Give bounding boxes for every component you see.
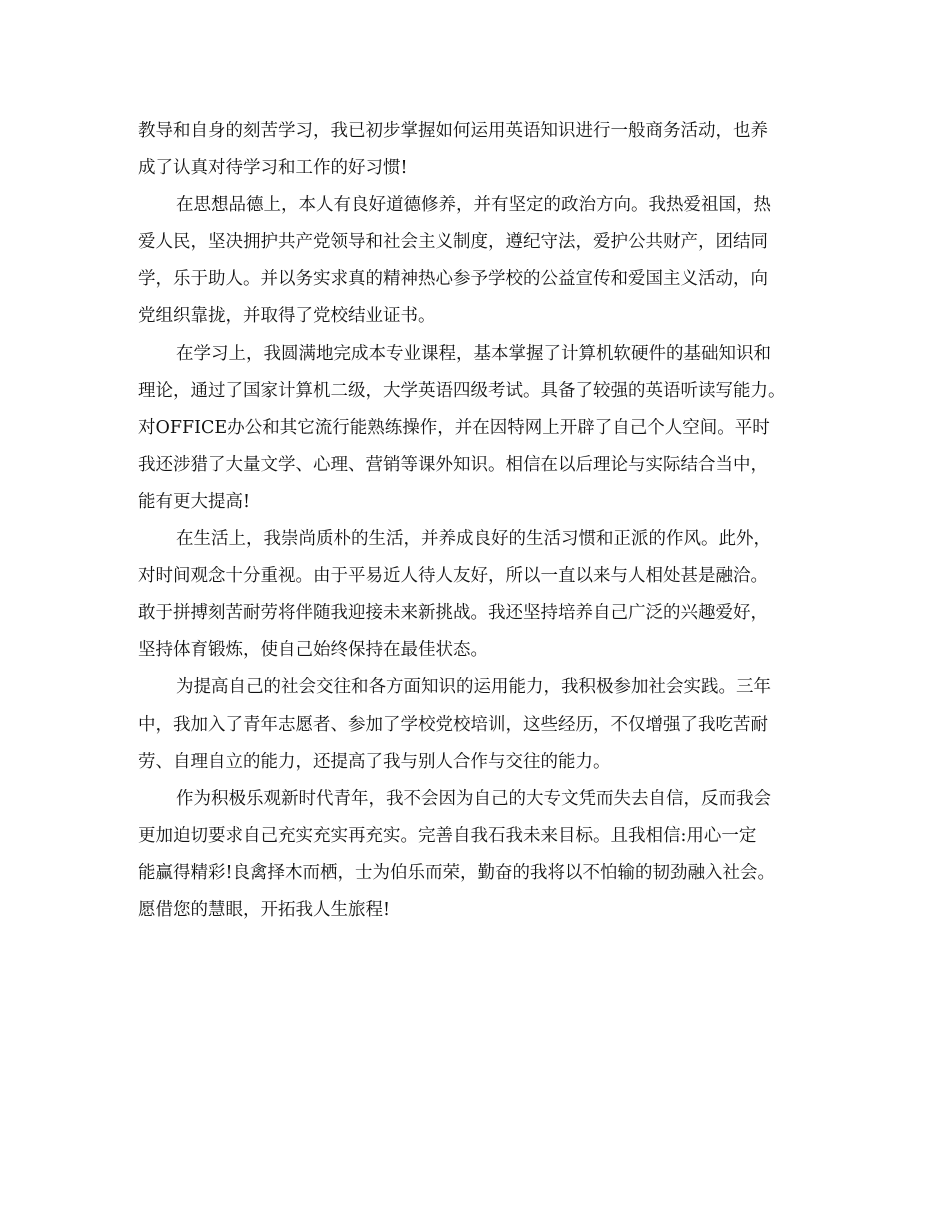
paragraph-5 (138, 669, 838, 780)
text-line: 教导和自身的刻苦学习，我已初步掌握如何运用英语知识进行一般商务活动，也养 (138, 121, 768, 141)
text-line: 作为积极乐观新时代青年，我不会因为自己的大专文凭而失去自信，反而我会 (176, 788, 771, 809)
text-line: 在生活上，我崇尚质朴的生活，并养成良好的生活习惯和正派的作风。此外， (176, 529, 771, 550)
text-line: 对时间观念十分重视。由于平易近人待人友好，所以一直以来与人相处甚是融洽。 (138, 566, 768, 587)
text-line: 理论，通过了国家计算机二级，大学英语四级考试。具备了较强的英语听读写能力。 (138, 380, 786, 401)
text-line: 党组织靠拢，并取得了党校结业证书。 (138, 306, 436, 327)
paragraph-3 (138, 336, 838, 521)
paragraph-6 (138, 781, 838, 929)
text-line: 在思想品德上，本人有良好道德修养，并有坚定的政治方向。我热爱祖国，热 (176, 195, 771, 216)
text-line: 为提高自己的社会交往和各方面知识的运用能力，我积极参加社会实践。三年 (176, 677, 771, 698)
text-line: 坚持体育锻炼，使自己始终保持在最佳状态。 (138, 640, 488, 661)
text-line: 我还涉猎了大量文学、心理、营销等课外知识。相信在以后理论与实际结合当中， (138, 454, 768, 475)
text-line: 愿借您的慧眼，开拓我人生旅程! (138, 899, 391, 920)
text-line: 能赢得精彩!良禽择木而栖，士为伯乐而荣，勤奋的我将以不怕输的韧劲融入社会。 (138, 862, 776, 883)
text-line: 更加迫切要求自己充实充实再充实。完善自我石我未来目标。且我相信:用心一定 (138, 825, 757, 846)
text-line: 敢于拼搏刻苦耐劳将伴随我迎接未来新挑战。我还坚持培养自己广泛的兴趣爱好， (138, 603, 768, 624)
document-body (138, 113, 838, 929)
text-line: 能有更大提高! (138, 491, 251, 512)
paragraph-2 (138, 187, 838, 335)
text-line: 成了认真对待学习和工作的好习惯! (138, 158, 408, 179)
text-line: 学，乐于助人。并以务实求真的精神热心参予学校的公益宣传和爱国主义活动，向 (138, 269, 768, 290)
text-line: 爱人民，坚决拥护共产党领导和社会主义制度，遵纪守法，爱护公共财产，团结同 (138, 232, 768, 253)
text-line: 劳、自理自立的能力，还提高了我与别人合作与交往的能力。 (138, 751, 611, 772)
paragraph-4 (138, 521, 838, 669)
text-line: 在学习上，我圆满地完成本专业课程，基本掌握了计算机软硬件的基础知识和 (176, 343, 771, 364)
paragraph-1 (138, 113, 838, 187)
text-line: 对OFFICE办公和其它流行能熟练操作，并在因特网上开辟了自己个人空间。平时 (138, 417, 770, 438)
text-line: 中，我加入了青年志愿者、参加了学校党校培训，这些经历，不仅增强了我吃苦耐 (138, 714, 768, 735)
